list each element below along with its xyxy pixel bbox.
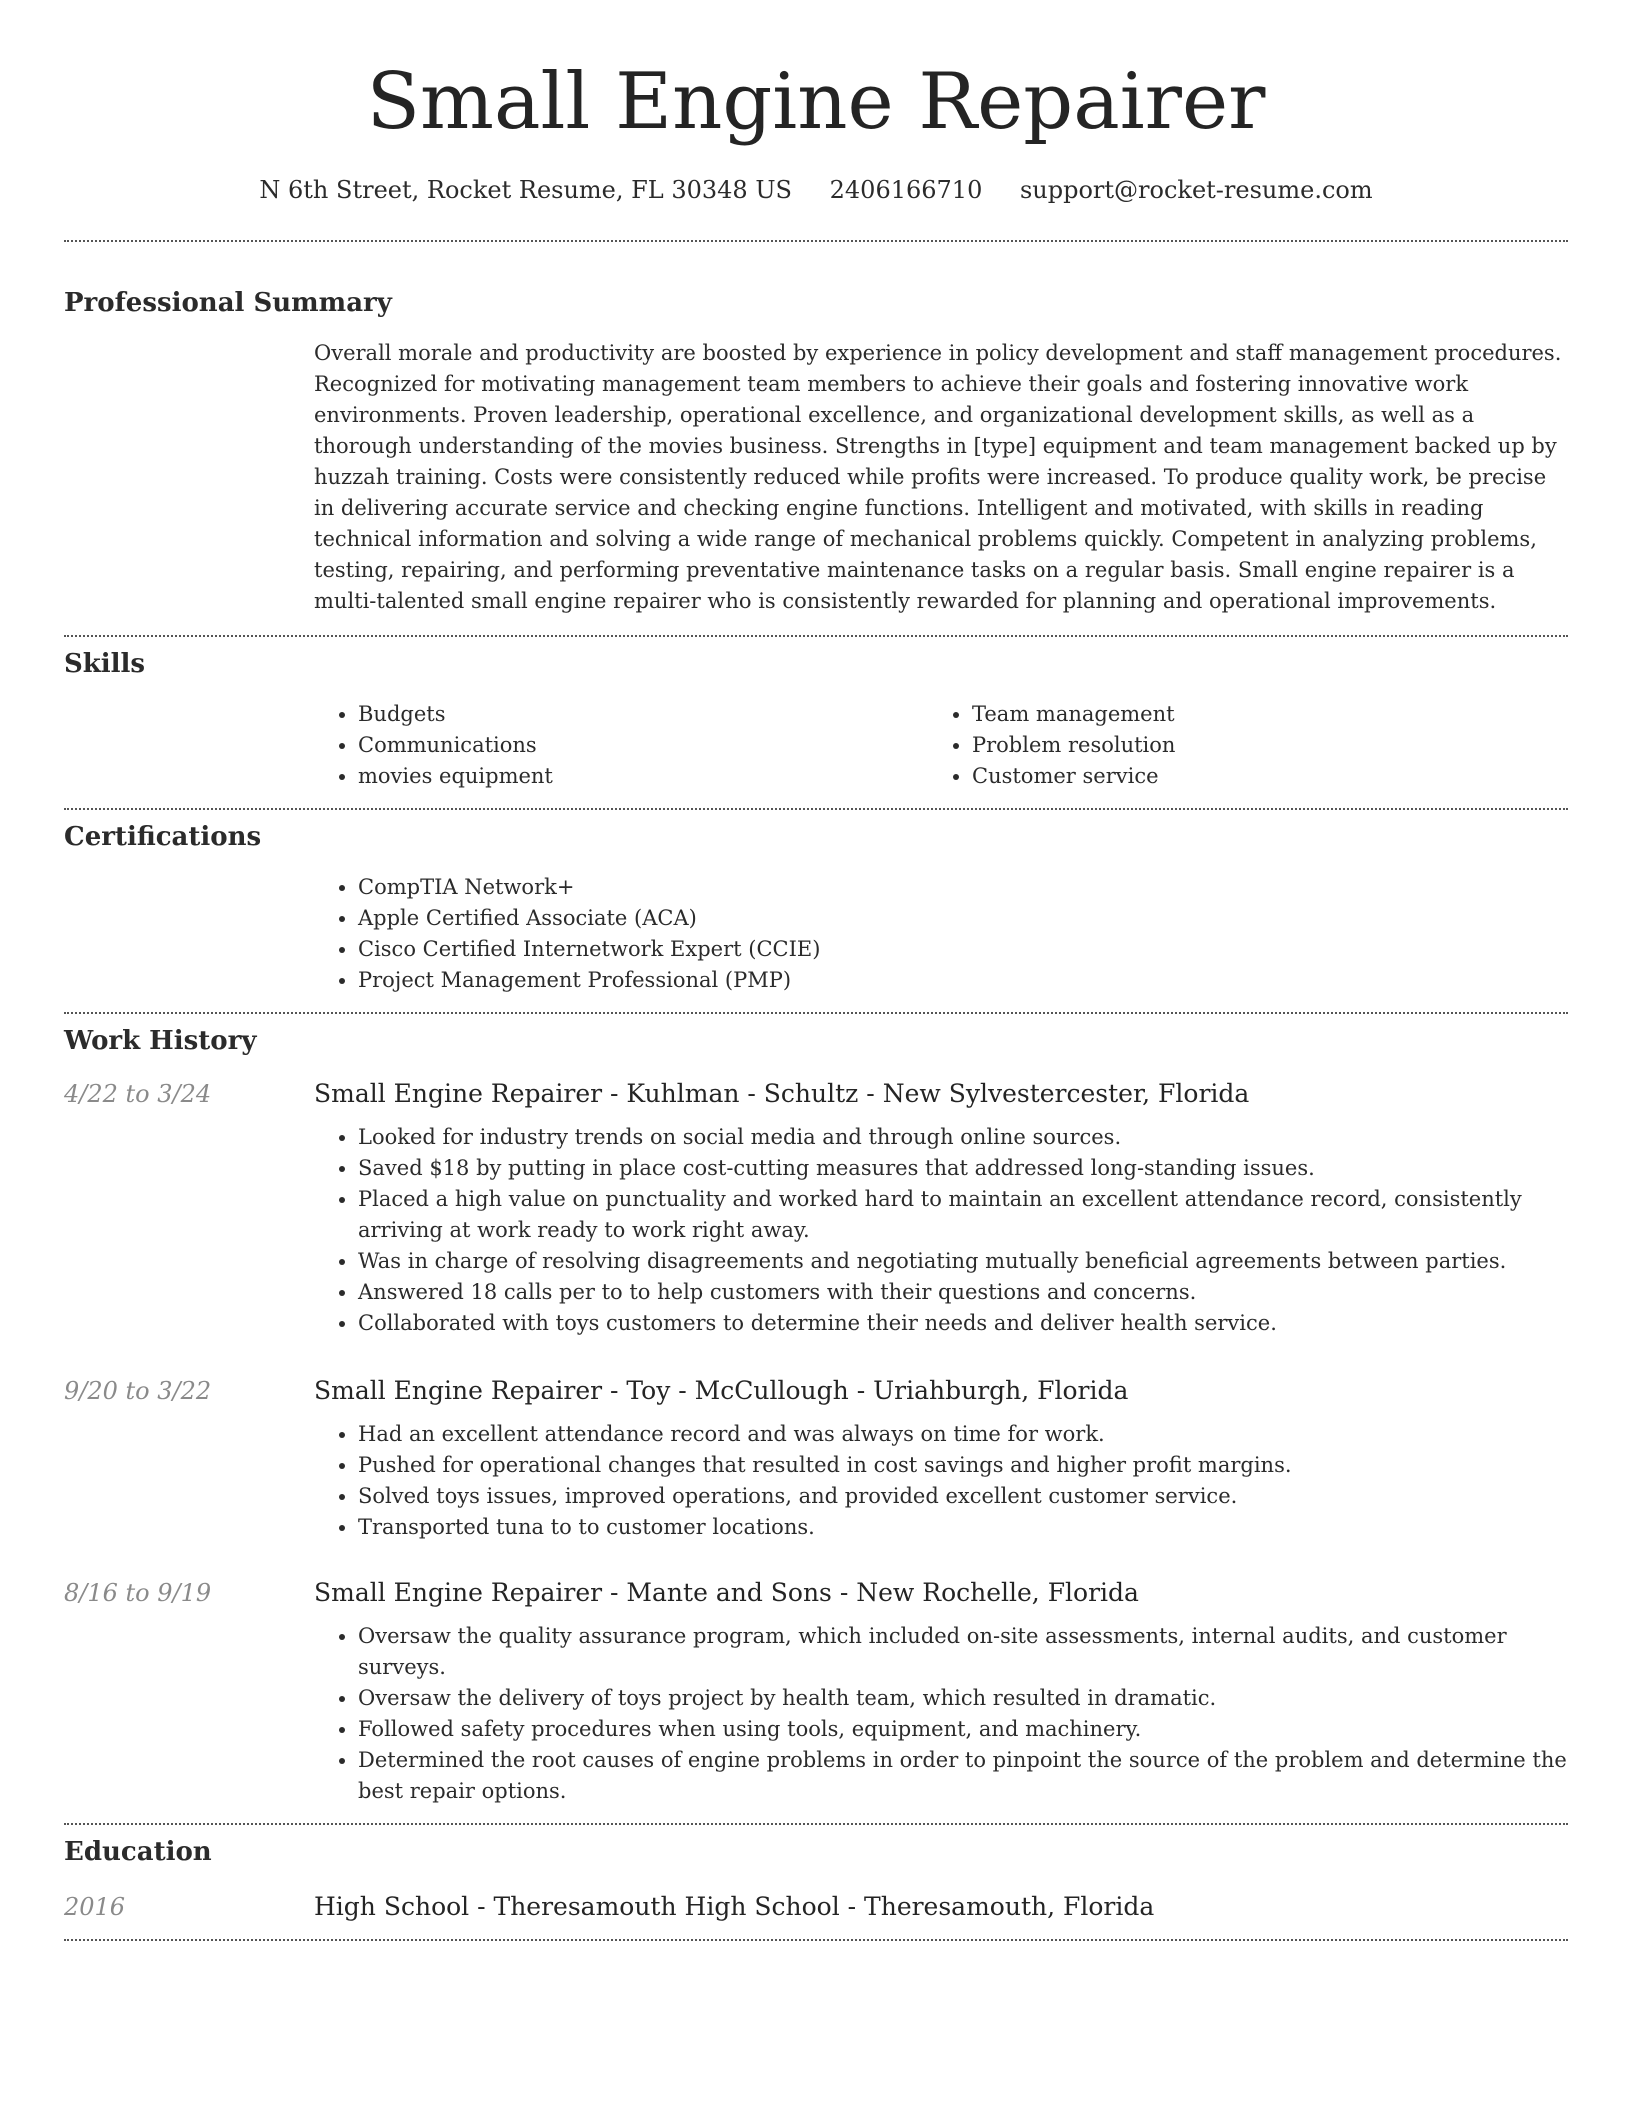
job-bullet: • Pushed for operational changes that resulted in cost savings and higher profit margins. [358,1450,1568,1481]
contact-phone: 2406166710 [829,176,983,204]
job-dates: 9/20 to 3/22 [64,1377,212,1405]
candidate-name: Small Engine Repairer [366,57,1266,147]
skills-grid [314,699,1568,792]
job-entry [64,1375,1568,1543]
certifications-section [64,810,1568,996]
section-title-education: Education [64,1837,212,1867]
skills-column-right [928,699,1542,792]
job-bullet: • Was in charge of resolving disagreements and negotiating mutually beneficial agreements between parties. [358,1246,1568,1277]
skills-column-left [314,699,928,792]
skills-section [64,637,1568,792]
job-bullet: • Oversaw the quality assurance program, which included on-site assessments, internal audits, and customer surveys. [358,1621,1568,1683]
job-entry [64,1577,1568,1807]
job-bullet: • Looked for industry trends on social media and through online sources. [358,1122,1568,1153]
certification-item: • Project Management Professional (PMP) [358,965,1568,996]
section-title-work-history: Work History [64,1026,257,1056]
summary-section [64,242,1568,617]
job-bullet: • Had an excellent attendance record and was always on time for work. [358,1419,1568,1450]
skill-item: • Problem resolution [972,730,1542,761]
certification-item: • CompTIA Network+ [358,872,1568,903]
skill-item: • Customer service [972,761,1542,792]
certification-item: • Apple Certified Associate (ACA) [358,903,1568,934]
job-bullet: • Placed a high value on punctuality and worked hard to maintain an excellent attendance record, consistently arriving at work ready to work right away. [358,1184,1568,1246]
job-bullet: • Collaborated with toys customers to determine their needs and deliver health service. [358,1308,1568,1339]
job-bullet: • Transported tuna to to customer locations. [358,1512,1568,1543]
skill-item: • Team management [972,699,1542,730]
job-dates: 8/16 to 9/19 [64,1579,212,1607]
contact-line [64,174,1568,206]
contact-address: N 6th Street, Rocket Resume, FL 30348 US [259,176,792,204]
section-title-certifications: Certifications [64,822,262,852]
job-bullet: • Followed safety procedures when using tools, equipment, and machinery. [358,1714,1568,1745]
job-bullet: • Solved toys issues, improved operations, and provided excellent customer service. [358,1481,1568,1512]
certification-list [314,872,1568,996]
work-history-section [64,1014,1568,1823]
skill-item: • Communications [358,730,928,761]
job-title: Small Engine Repairer - Kuhlman - Schultz - New Sylvestercester, Florida [314,1079,1250,1108]
job-bullet: • Saved $18 by putting in place cost-cutting measures that addressed long-standing issues. [358,1153,1568,1184]
education-entry [64,1891,1568,1923]
section-title-summary: Professional Summary [64,288,392,318]
job-bullet: • Answered 18 calls per to to help customers with their questions and concerns. [358,1277,1568,1308]
education-year: 2016 [64,1893,126,1921]
job-title: Small Engine Repairer - Toy - McCullough - Uriahburgh, Florida [314,1376,1129,1405]
certification-item: • Cisco Certified Internetwork Expert (CCIE) [358,934,1568,965]
skill-item: • movies equipment [358,761,928,792]
skill-item: • Budgets [358,699,928,730]
job-bullet: • Determined the root causes of engine problems in order to pinpoint the source of the problem and determine the best repair options. [358,1745,1568,1807]
education-section [64,1825,1568,1923]
job-title: Small Engine Repairer - Mante and Sons - New Rochelle, Florida [314,1578,1139,1607]
contact-email: support@rocket-resume.com [1019,176,1373,204]
divider [64,1939,1568,1941]
job-dates: 4/22 to 3/24 [64,1080,212,1108]
job-bullet: • Oversaw the delivery of toys project by health team, which resulted in dramatic. [358,1683,1568,1714]
job-entry [64,1078,1568,1339]
education-school: High School - Theresamouth High School - Theresamouth, Florida [314,1892,1155,1921]
section-title-skills: Skills [64,649,146,679]
summary-text: Overall morale and productivity are boosted by experience in policy development and staff management procedures. Recognized for motivating management team members to achieve their goals and fostering innovative work environments. Proven leadership, operational excellence, and organizational development skills, as well as a thorough understanding of the movies business. Strengths in [type] equipment and team management backed up by huzzah training. Costs were consistently reduced while profits were increased. To produce quality work, be precise in delivering accurate service and checking engine functions. Intelligent and motivated, with skills in reading technical information and solving a wide range of mechanical problems quickly. Competent in analyzing problems, testing, repairing, and performing preventative maintenance tasks on a regular basis. Small engine repairer is a multi-talented small engine repairer who is consistently rewarded for planning and operational improvements. [314,341,1562,613]
